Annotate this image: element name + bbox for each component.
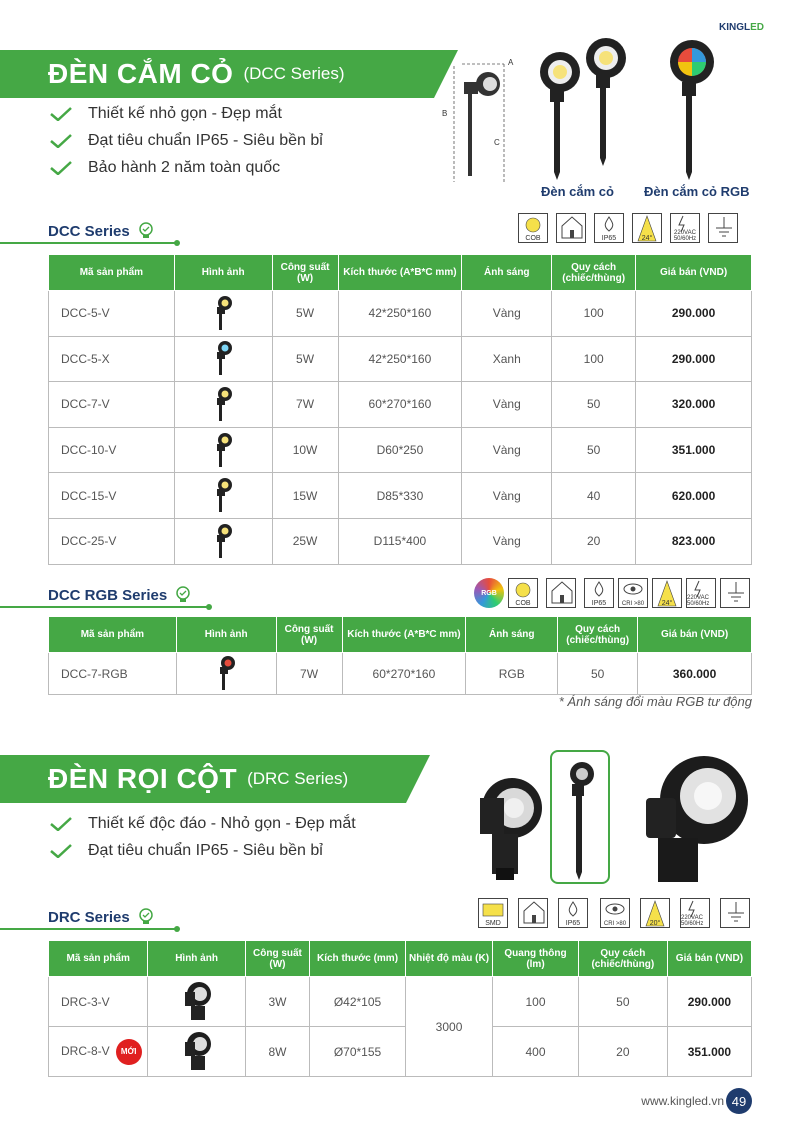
product-thumb-icon: [211, 384, 235, 422]
ground-icon: [720, 898, 750, 928]
col-header: Công suất (W): [245, 941, 309, 977]
col-header: Quang thông (lm): [493, 941, 579, 977]
cell-code: DCC-10-V: [49, 427, 175, 473]
table-header-row: [49, 617, 752, 653]
cell-pack: 50: [578, 977, 667, 1027]
cell-pack: 50: [552, 427, 636, 473]
dcc-product-image: [526, 32, 636, 182]
cell-pack: 50: [552, 382, 636, 428]
voltage-icon: 220VAC 50/60Hz: [680, 898, 710, 928]
col-header: Ánh sáng: [462, 255, 552, 291]
table-row: [49, 977, 752, 1027]
dcc-title: ĐÈN CẮM CỎ: [48, 58, 234, 89]
product-thumbnail: [174, 518, 272, 564]
cell-light: Vàng: [462, 427, 552, 473]
check-icon: [50, 107, 72, 121]
product-thumbnail: [174, 473, 272, 519]
col-header: Giá bán (VND): [667, 941, 751, 977]
cell-pack: 40: [552, 473, 636, 519]
indoor-outdoor-icon: [546, 578, 576, 608]
product-thumbnail: [176, 653, 276, 695]
table-row: [49, 336, 752, 382]
cell-code: DRC-3-V: [49, 977, 148, 1027]
beam-angle-icon: 24°: [632, 213, 662, 243]
cob-icon: COB: [518, 213, 548, 243]
cell-price: 360.000: [638, 653, 752, 695]
product-thumb-icon: [211, 430, 235, 468]
dcc-underline: [0, 242, 176, 244]
cell-code: DCC-5-V: [49, 291, 175, 337]
new-badge: MỚI: [116, 1039, 142, 1065]
cell-pack: 100: [552, 291, 636, 337]
rgb-section-title: DCC RGB Series: [48, 586, 191, 604]
page-number: 49: [726, 1088, 752, 1114]
col-header: Nhiệt độ màu (K): [405, 941, 492, 977]
check-icon: [50, 161, 72, 175]
cell-size: 60*270*160: [338, 382, 462, 428]
cell-code: DRC-8-V MỚI: [49, 1027, 148, 1077]
voltage-icon: 220VAC 50/60Hz: [670, 213, 700, 243]
cell-light: RGB: [466, 653, 558, 695]
cell-pack: 50: [558, 653, 638, 695]
cell-power: 5W: [272, 291, 338, 337]
cell-lumen: 100: [493, 977, 579, 1027]
table-row: [49, 518, 752, 564]
cri-icon: CRI >80: [618, 578, 648, 608]
dim-c: C: [494, 138, 500, 147]
col-header: Hình ảnh: [174, 255, 272, 291]
dimension-drawing: [440, 56, 520, 186]
cell-price: 823.000: [636, 518, 752, 564]
cell-power: 7W: [272, 382, 338, 428]
smd-icon: SMD: [478, 898, 508, 928]
feature-item: Thiết kế nhỏ gọn - Đẹp mắt: [50, 100, 323, 127]
product-thumb-icon: [211, 475, 235, 513]
cell-light: Vàng: [462, 382, 552, 428]
dim-a: A: [508, 58, 514, 67]
cell-price: 290.000: [636, 291, 752, 337]
cell-size: Ø42*105: [310, 977, 406, 1027]
dcc-rgb-product-image: [652, 34, 732, 184]
indoor-outdoor-icon: [556, 213, 586, 243]
col-header: Hình ảnh: [148, 941, 245, 977]
dim-b: B: [442, 109, 448, 118]
drc-table: [48, 940, 752, 1077]
dcc-banner: [0, 50, 434, 98]
product-thumb-icon: [211, 293, 235, 331]
cob-icon: COB: [508, 578, 538, 608]
col-header: Công suất (W): [272, 255, 338, 291]
cell-cct: 3000: [405, 977, 492, 1077]
feature-item: Đạt tiêu chuẩn IP65 - Siêu bền bỉ: [50, 837, 356, 864]
cell-power: 15W: [272, 473, 338, 519]
product-thumbnail: [174, 382, 272, 428]
cell-price: 320.000: [636, 382, 752, 428]
table-row: [49, 382, 752, 428]
rgb-underline: [0, 606, 208, 608]
cell-code: DCC-5-X: [49, 336, 175, 382]
table-header-row: [49, 255, 752, 291]
feature-item: Đạt tiêu chuẩn IP65 - Siêu bền bỉ: [50, 127, 323, 154]
cell-code: DCC-7-V: [49, 382, 175, 428]
cell-power: 7W: [276, 653, 342, 695]
dcc-table: [48, 254, 752, 565]
table-row: [49, 653, 752, 695]
col-header: Ánh sáng: [466, 617, 558, 653]
table-row: [49, 1027, 752, 1077]
cell-price: 351.000: [667, 1027, 751, 1077]
footer-url[interactable]: www.kingled.vn: [641, 1094, 724, 1108]
cell-pack: 20: [552, 518, 636, 564]
table-header-row: [49, 941, 752, 977]
check-icon: [50, 817, 72, 831]
cell-code: DCC-7-RGB: [49, 653, 177, 695]
product-thumb-icon: [214, 653, 238, 691]
bulb-icon: [138, 908, 154, 926]
cell-code: DCC-25-V: [49, 518, 175, 564]
voltage-icon: 220VAC 50/60Hz: [686, 578, 716, 608]
ground-icon: [708, 213, 738, 243]
cell-light: Xanh: [462, 336, 552, 382]
cell-size: Ø70*155: [310, 1027, 406, 1077]
ip65-icon: IP65: [594, 213, 624, 243]
cell-size: D60*250: [338, 427, 462, 473]
check-icon: [50, 844, 72, 858]
drc-underline-dot: [174, 926, 180, 932]
cell-code: DCC-15-V: [49, 473, 175, 519]
product-thumbnail: [174, 291, 272, 337]
ip65-icon: IP65: [558, 898, 588, 928]
dcc-section-title: DCC Series: [48, 222, 154, 240]
cell-size: D115*400: [338, 518, 462, 564]
rgb-underline-dot: [206, 604, 212, 610]
caption-dcc: Đèn cắm cỏ: [541, 184, 614, 199]
col-header: Kích thước (A*B*C mm): [338, 255, 462, 291]
cell-price: 620.000: [636, 473, 752, 519]
product-thumbnail: [148, 1027, 245, 1077]
caption-dcc-rgb: Đèn cắm cỏ RGB: [644, 184, 750, 199]
product-thumb-icon: [177, 978, 217, 1022]
col-header: Công suất (W): [276, 617, 342, 653]
col-header: Quy cách (chiếc/thùng): [552, 255, 636, 291]
cell-light: Vàng: [462, 473, 552, 519]
drc-title: ĐÈN RỌI CỘT: [48, 763, 238, 794]
drc-features: [50, 810, 356, 864]
indoor-outdoor-icon: [518, 898, 548, 928]
product-thumb-icon: [177, 1028, 217, 1072]
col-header: Giá bán (VND): [638, 617, 752, 653]
cell-power: 25W: [272, 518, 338, 564]
drc-product-image-1: [466, 768, 546, 884]
cell-power: 10W: [272, 427, 338, 473]
cell-price: 351.000: [636, 427, 752, 473]
cell-size: 42*250*160: [338, 336, 462, 382]
drc-section-title: DRC Series: [48, 908, 154, 926]
col-header: Giá bán (VND): [636, 255, 752, 291]
product-thumb-icon: [211, 338, 235, 376]
product-thumbnail: [174, 427, 272, 473]
ground-icon: [720, 578, 750, 608]
beam-angle-icon: 20°: [640, 898, 670, 928]
table-row: [49, 473, 752, 519]
col-header: Mã sản phẩm: [49, 255, 175, 291]
feature-item: Bảo hành 2 năm toàn quốc: [50, 154, 323, 181]
col-header: Quy cách (chiếc/thùng): [558, 617, 638, 653]
bulb-icon: [175, 586, 191, 604]
ip65-icon: IP65: [584, 578, 614, 608]
col-header: Hình ảnh: [176, 617, 276, 653]
cell-power: 3W: [245, 977, 309, 1027]
brand-logo: KINGLED: [718, 22, 764, 33]
table-row: [49, 427, 752, 473]
product-thumbnail: [148, 977, 245, 1027]
col-header: Kích thước (mm): [310, 941, 406, 977]
cell-size: 42*250*160: [338, 291, 462, 337]
cell-lumen: 400: [493, 1027, 579, 1077]
cell-light: Vàng: [462, 291, 552, 337]
cri-icon: CRI >80: [600, 898, 630, 928]
cell-price: 290.000: [667, 977, 751, 1027]
cell-size: D85*330: [338, 473, 462, 519]
drc-product-image-3: [636, 748, 754, 886]
drc-product-image-2-frame: [550, 750, 610, 884]
dcc-underline-dot: [174, 240, 180, 246]
col-header: Kích thước (A*B*C mm): [342, 617, 466, 653]
check-icon: [50, 134, 72, 148]
cell-power: 5W: [272, 336, 338, 382]
cell-power: 8W: [245, 1027, 309, 1077]
col-header: Quy cách (chiếc/thùng): [578, 941, 667, 977]
cell-price: 290.000: [636, 336, 752, 382]
drc-banner: [0, 755, 406, 803]
drc-product-image-2: [552, 752, 608, 882]
feature-item: Thiết kế độc đáo - Nhỏ gọn - Đẹp mắt: [50, 810, 356, 837]
dcc-features: [50, 100, 323, 181]
cell-light: Vàng: [462, 518, 552, 564]
table-row: [49, 291, 752, 337]
cell-size: 60*270*160: [342, 653, 466, 695]
rgb-table: [48, 616, 752, 695]
col-header: Mã sản phẩm: [49, 941, 148, 977]
cell-pack: 100: [552, 336, 636, 382]
beam-angle-icon: 24°: [652, 578, 682, 608]
bulb-icon: [138, 222, 154, 240]
product-thumb-icon: [211, 521, 235, 559]
col-header: Mã sản phẩm: [49, 617, 177, 653]
dcc-series-label: (DCC Series): [243, 64, 345, 83]
product-thumbnail: [174, 336, 272, 382]
cell-pack: 20: [578, 1027, 667, 1077]
rgb-icon: RGB: [474, 578, 504, 608]
rgb-note: * Ánh sáng đổi màu RGB tư động: [558, 694, 752, 709]
drc-underline: [0, 928, 176, 930]
drc-series-label: (DRC Series): [247, 769, 349, 788]
